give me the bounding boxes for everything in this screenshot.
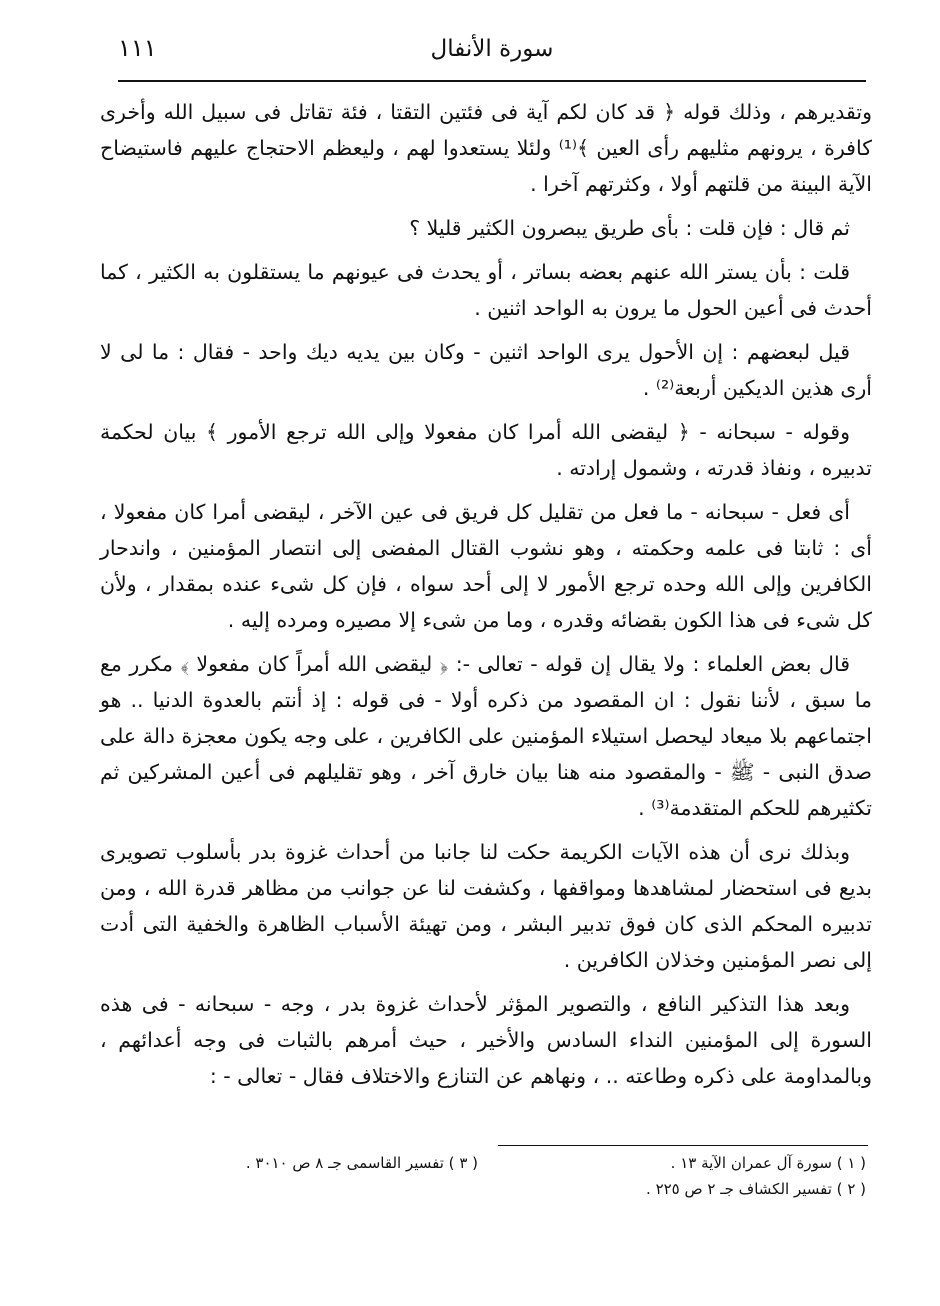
footnote-divider	[498, 1145, 868, 1146]
page-number: ١١١	[118, 34, 157, 62]
paragraph-2: ثم قال : فإن قلت : بأى طريق يبصرون الكثير قليلا ؟	[409, 216, 850, 240]
header-divider	[118, 80, 866, 82]
paragraph-4: قيل لبعضهم : إن الأحول يرى الواحد اثنين - وكان بين يديه ديك واحد - فقال : ما لى لا أرى هذين الديكين أربعة⁽²⁾ .	[100, 340, 872, 400]
page-header	[118, 32, 866, 76]
footnote-1: ( ١ ) سورة آل عمران الآية ١٣ .	[670, 1154, 866, 1172]
footnote-2: ( ٢ ) تفسير الكشاف جـ ٢ ص ٢٢٥ .	[646, 1180, 866, 1198]
paragraph-3: قلت : بأن يستر الله عنهم بعضه بساتر ، أو يحدث فى عيونهم ما يستقلون به الكثير ، كما أحدث فى أعين الحول ما يرون به الواحد اثنين .	[100, 260, 872, 320]
footnotes-right-column	[506, 1150, 866, 1202]
footnotes-left-column	[148, 1150, 478, 1176]
paragraph-6: أى فعل - سبحانه - ما فعل من تقليل كل فريق فى عين الآخر ، ليقضى أمرا كان مفعولا ، أى : ثابتا فى علمه وحكمته ، وهو نشوب القتال المفضى إلى انتصار المؤمنين ، واندحار الكافرين وإلى الله وحده ترجع الأمور لا إلى أحد سواه ، فإن كل شىء عنده بمقدار ، ولأن كل شىء فى هذا الكون بقضائه وقدره ، وما من شىء إلا مصيره ومرده إليه .	[100, 500, 872, 632]
body-text	[100, 94, 872, 1102]
paragraph-1: وتقديرهم ، وذلك قوله ﴿ قد كان لكم آية فى فئتين التقتا ، فئة تقاتل فى سبيل الله وأخرى كافرة ، يرونهم مثليهم رأى العين ﴾⁽¹⁾ ولئلا يستعدوا لهم ، وليعظم الاحتجاج عليهم فاستيضاح الآية البينة من قلتهم أولا ، وكثرتهم آخرا .	[100, 100, 872, 196]
footnote-3: ( ٣ ) تفسير القاسمى جـ ٨ ص ٣٠١٠ .	[245, 1154, 478, 1172]
paragraph-5: وقوله - سبحانه - ﴿ ليقضى الله أمرا كان مفعولا وإلى الله ترجع الأمور ﴾ بيان لحكمة تدبيره ، ونفاذ قدرته ، وشمول إرادته .	[100, 420, 872, 480]
paragraph-7: قال بعض العلماء : ولا يقال إن قوله - تعالى -: ﴿ ليقضى الله أمراً كان مفعولا ﴾ مكرر مع ما سبق ، لأننا نقول : ان المقصود من ذكره أولا - فى قوله : إذ أنتم بالعدوة الدنيا .. هو اجتماعهم بلا ميعاد ليحصل استيلاء المؤمنين على الكافرين ، على وجه يكون معجزة دالة على صدق النبى - ﷺ - والمقصود منه هنا بيان خارق آخر ، وهو تقليلهم فى أعين المشركين ثم تكثيرهم للحكم المتقدمة⁽³⁾ .	[100, 652, 872, 820]
paragraph-8: وبذلك نرى أن هذه الآيات الكريمة حكت لنا جانبا من أحداث غزوة بدر بأسلوب تصويرى بديع فى استحضار لمشاهدها ومواقفها ، وكشفت لنا عن جوانب من مظاهر قدرة الله ، ومن تدبيره المحكم الذى كان فوق تدبير البشر ، ومن تهيئة الأسباب الظاهرة والخفية التى أدت إلى نصر المؤمنين وخذلان الكافرين .	[100, 840, 872, 972]
running-title: سورة الأنفال	[430, 36, 554, 62]
paragraph-9: وبعد هذا التذكير النافع ، والتصوير المؤثر لأحداث غزوة بدر ، وجه - سبحانه - فى هذه السورة إلى المؤمنين النداء السادس والأخير ، حيث أمرهم بالثبات فى وجه أعدائهم ، وبالمداومة على ذكره وطاعته .. ، ونهاهم عن التنازع والاختلاف فقال - تعالى - :	[100, 992, 872, 1088]
